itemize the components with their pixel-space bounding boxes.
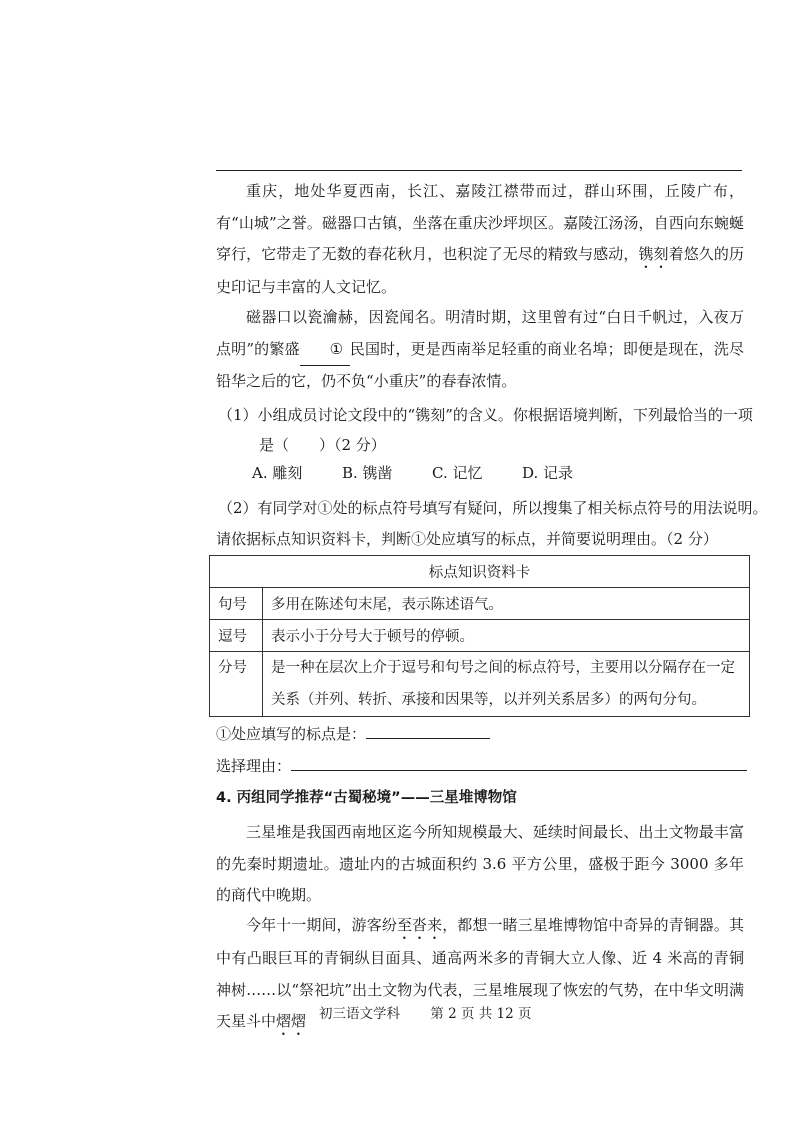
q2-stem: （2）有同学对①处的标点符号填写有疑问，所以搜集了相关标点符号的用法说明。 xyxy=(218,499,768,517)
passage-p2-end: 民国时，更是西南举足轻重的商业名埠；即便是现在，洗尽铅华之后的它，仍不负“小重庆”的春春浓情。 xyxy=(216,339,744,390)
header-rule xyxy=(216,170,742,171)
passage-paragraph-1 xyxy=(216,176,744,304)
q1-option-a[interactable]: A. 雕刻 xyxy=(252,464,303,482)
section-4-p2-text: 今年十一期间，游客纷 xyxy=(246,916,397,934)
card-row-name: 分号 xyxy=(210,652,263,717)
answer-reason-label: 选择理由： xyxy=(216,757,292,775)
answer-punct-label: ①处应填写的标点是： xyxy=(216,725,367,743)
page-footer xyxy=(319,1002,558,1022)
card-title: 标点知识资料卡 xyxy=(210,556,750,588)
section-4-p2-end: ，都想一睹三星堆博物馆中奇异的青铜器。其中有凸眼巨耳的青铜纵目面具、通高两米多的青铜大立人像、近 4 米高的青铜神树……以“祭祀坑”出土文物为代表，三星堆展现了恢宏的气势，在中华文明满天星斗中 xyxy=(216,916,744,1030)
card-row xyxy=(210,620,750,652)
q1-stem: （1）小组成员讨论文段中的“镌刻”的含义。你根据语境判断，下列最恰当的一项 xyxy=(218,406,753,424)
q1-option-d[interactable]: D. 记录 xyxy=(522,464,574,482)
answer-punct-blank[interactable] xyxy=(366,724,490,739)
section-4-paragraph-1: 三星堆是我国西南地区迄今所知规模最大、延续时间最长、出土文物最丰富的先秦时期遗址。遗址内的古城面积约 3.6 平方公里，盛极于距今 3000 多年的商代中晚期。 xyxy=(216,823,744,904)
dotted-word-yiyi: 熠熠 xyxy=(276,1012,307,1030)
punctuation-card xyxy=(209,555,750,717)
answer-reason-blank[interactable] xyxy=(291,756,747,771)
answer-reason-line xyxy=(216,755,747,776)
card-row-name: 句号 xyxy=(210,588,263,620)
blank-1[interactable]: ① xyxy=(300,334,350,367)
q1-option-c[interactable]: C. 记忆 xyxy=(432,464,483,482)
dotted-word-zhitalai: 至沓来 xyxy=(396,916,443,934)
card-row xyxy=(210,588,750,620)
card-row-name: 逗号 xyxy=(210,620,263,652)
passage-p1-end: 着悠久的历史印记与丰富的人文记忆。 xyxy=(216,245,744,296)
card-row-desc: 多用在陈述句末尾，表示陈述语气。 xyxy=(263,588,750,620)
passage-paragraph-2 xyxy=(216,302,744,398)
q1-stem-2: 是（ ）（2 分） xyxy=(259,436,386,454)
card-row xyxy=(210,652,750,717)
card-row-desc: 表示小于分号大于顿号的停顿。 xyxy=(263,620,750,652)
q2-stem-2: 请依据标点知识资料卡，判断①处应填写的标点，并简要说明理由。（2 分） xyxy=(216,530,718,548)
q1-option-b[interactable]: B. 镌凿 xyxy=(342,464,393,482)
footer-subject: 初三语文学科 xyxy=(319,1006,400,1022)
section-4-heading: 4. 丙组同学推荐“古蜀秘境”——三星堆博物馆 xyxy=(216,790,517,806)
passage-p2-text: 磁器口以瓷瀹赫，因瓷闻名。明清时期，这里曾有过“白日千帆过，入夜万点明”的繁盛 xyxy=(216,308,744,358)
card-row-desc: 是一种在层次上介于逗号和句号之间的标点符号，主要用以分隔存在一定关系（并列、转折、承接和因果等，以并列关系居多）的两句分句。 xyxy=(263,652,750,717)
passage-p1-text: 重庆，地处华夏西南，长江、嘉陵江襟带而过，群山环围，丘陵广布，有“山城”之誉。磁器口古镇，坐落在重庆沙坪坝区。嘉陵江汤汤，自西向东蜿蜒穿行，它带走了无数的春花秋月，也积淀了无尽的精致与感动， xyxy=(216,182,744,263)
dotted-word-juanke: 镌刻 xyxy=(638,245,669,263)
answer-punct-line xyxy=(216,723,490,744)
footer-page-number: 第 2 页 共 12 页 xyxy=(430,1006,532,1022)
